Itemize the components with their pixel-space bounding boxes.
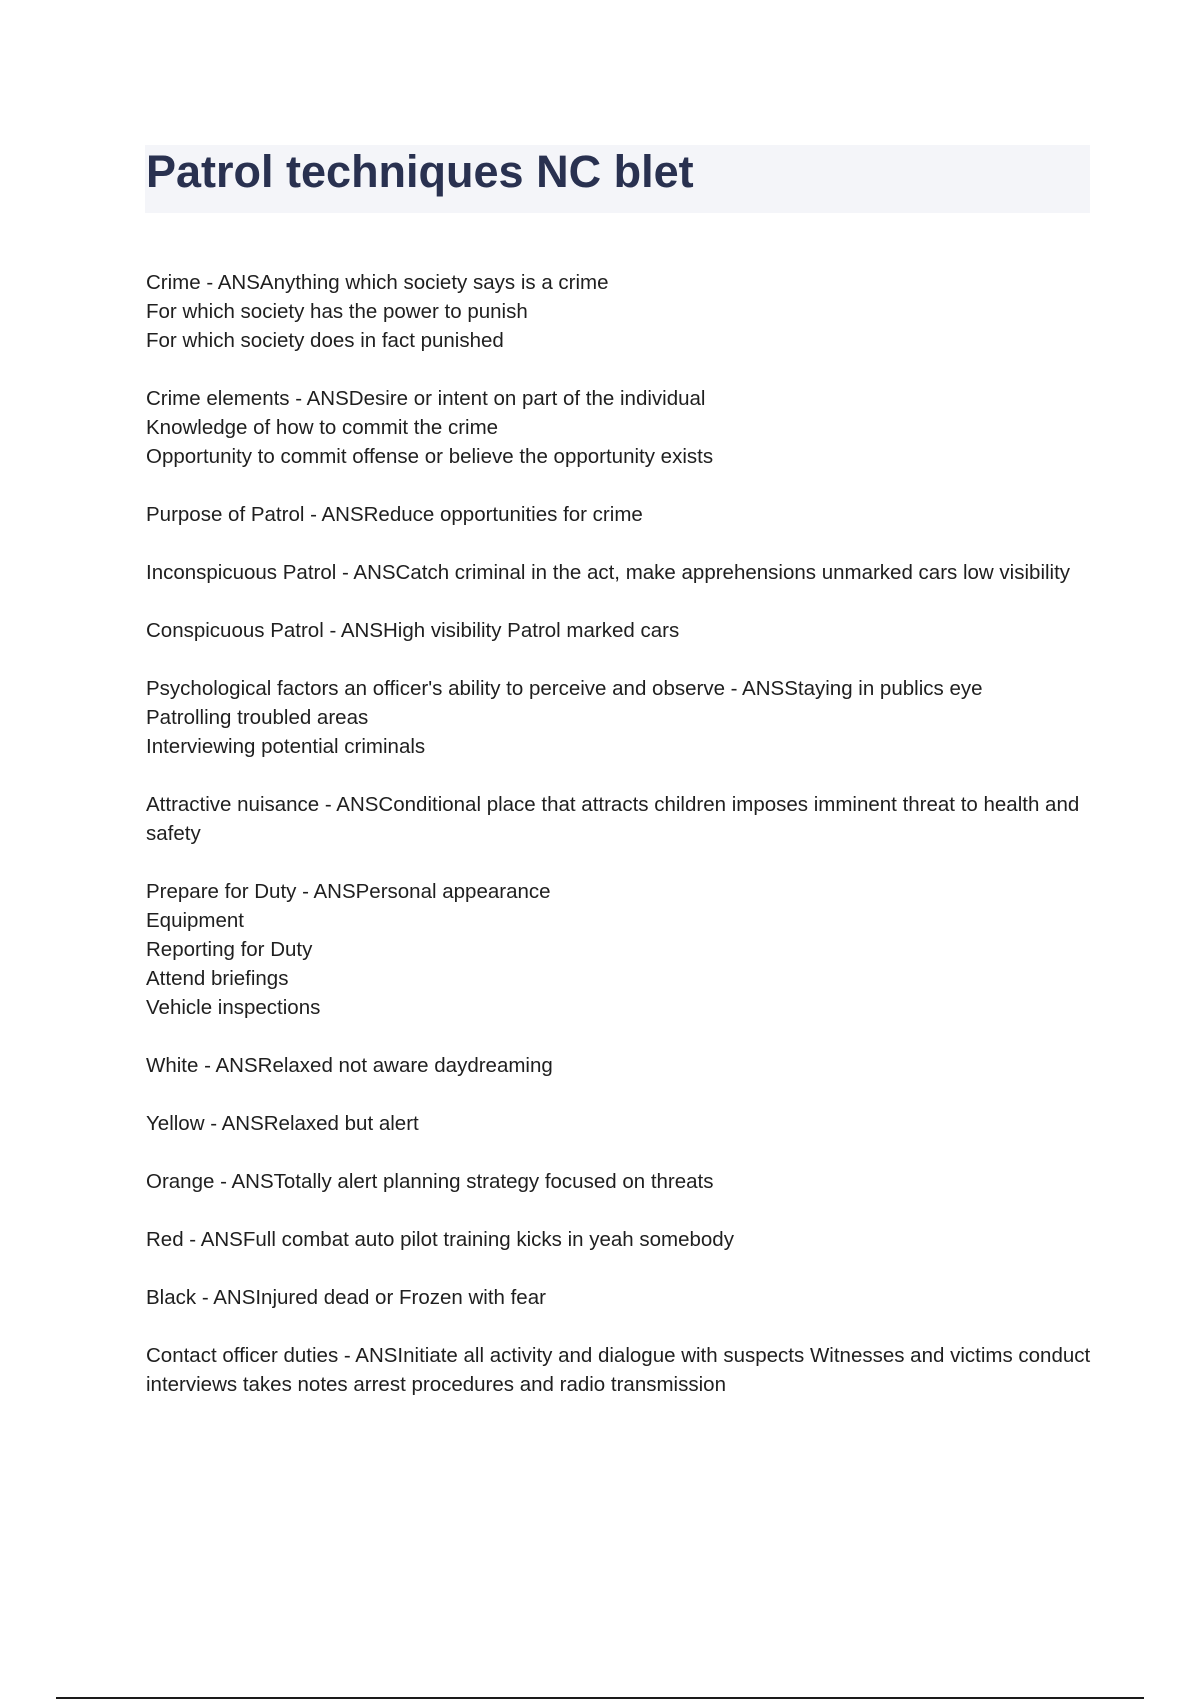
entry-line: Contact officer duties - ANSInitiate all activity and dialogue with suspects Witnesses and victims conduct interviews takes notes arrest procedures and radio transmission [146, 1344, 1091, 1396]
entry-line: Knowledge of how to commit the crime [146, 416, 499, 439]
entry-line: Red - ANSFull combat auto pilot training kicks in yeah somebody [146, 1228, 734, 1251]
entry-conspicuous-patrol [146, 616, 1096, 645]
entry-line: White - ANSRelaxed not aware daydreaming [146, 1054, 553, 1077]
entry-line: Orange - ANSTotally alert planning strategy focused on threats [146, 1170, 714, 1193]
entry-line: Crime - ANSAnything which society says is a crime [146, 271, 609, 294]
entry-psychological-factors [146, 674, 1096, 761]
footer-divider [56, 1697, 1144, 1699]
entry-yellow [146, 1109, 1096, 1138]
entry-line: Psychological factors an officer's ability to perceive and observe - ANSStaying in publics eye [146, 677, 983, 700]
entry-crime [146, 268, 1096, 355]
entry-line: For which society has the power to punish [146, 300, 528, 323]
entry-attractive-nuisance [146, 790, 1096, 848]
entry-line: Opportunity to commit offense or believe the opportunity exists [146, 445, 714, 468]
document-title: Patrol techniques NC blet [146, 146, 694, 197]
entry-line: Attend briefings [146, 967, 289, 990]
entry-line: Conspicuous Patrol - ANSHigh visibility Patrol marked cars [146, 619, 680, 642]
entry-purpose-of-patrol [146, 500, 1096, 529]
entry-line: Vehicle inspections [146, 996, 321, 1019]
entry-line: Prepare for Duty - ANSPersonal appearance [146, 880, 551, 903]
flashcard-list [146, 268, 1096, 1428]
entry-line: For which society does in fact punished [146, 329, 504, 352]
entry-line: Reporting for Duty [146, 938, 313, 961]
entry-line: Equipment [146, 909, 245, 932]
entry-line: Attractive nuisance - ANSConditional place that attracts children imposes imminent threat to health and safety [146, 793, 1080, 845]
entry-line: Interviewing potential criminals [146, 735, 426, 758]
entry-contact-officer-duties [146, 1341, 1096, 1399]
entry-crime-elements [146, 384, 1096, 471]
entry-white [146, 1051, 1096, 1080]
entry-line: Inconspicuous Patrol - ANSCatch criminal in the act, make apprehensions unmarked cars low visibility [146, 561, 1071, 584]
entry-line: Purpose of Patrol - ANSReduce opportunities for crime [146, 503, 643, 526]
entry-line: Patrolling troubled areas [146, 706, 369, 729]
entry-black [146, 1283, 1096, 1312]
entry-line: Yellow - ANSRelaxed but alert [146, 1112, 419, 1135]
entry-line: Crime elements - ANSDesire or intent on part of the individual [146, 387, 706, 410]
entry-red [146, 1225, 1096, 1254]
entry-orange [146, 1167, 1096, 1196]
entry-prepare-for-duty [146, 877, 1096, 1022]
entry-line: Black - ANSInjured dead or Frozen with fear [146, 1286, 546, 1309]
entry-inconspicuous-patrol [146, 558, 1096, 587]
